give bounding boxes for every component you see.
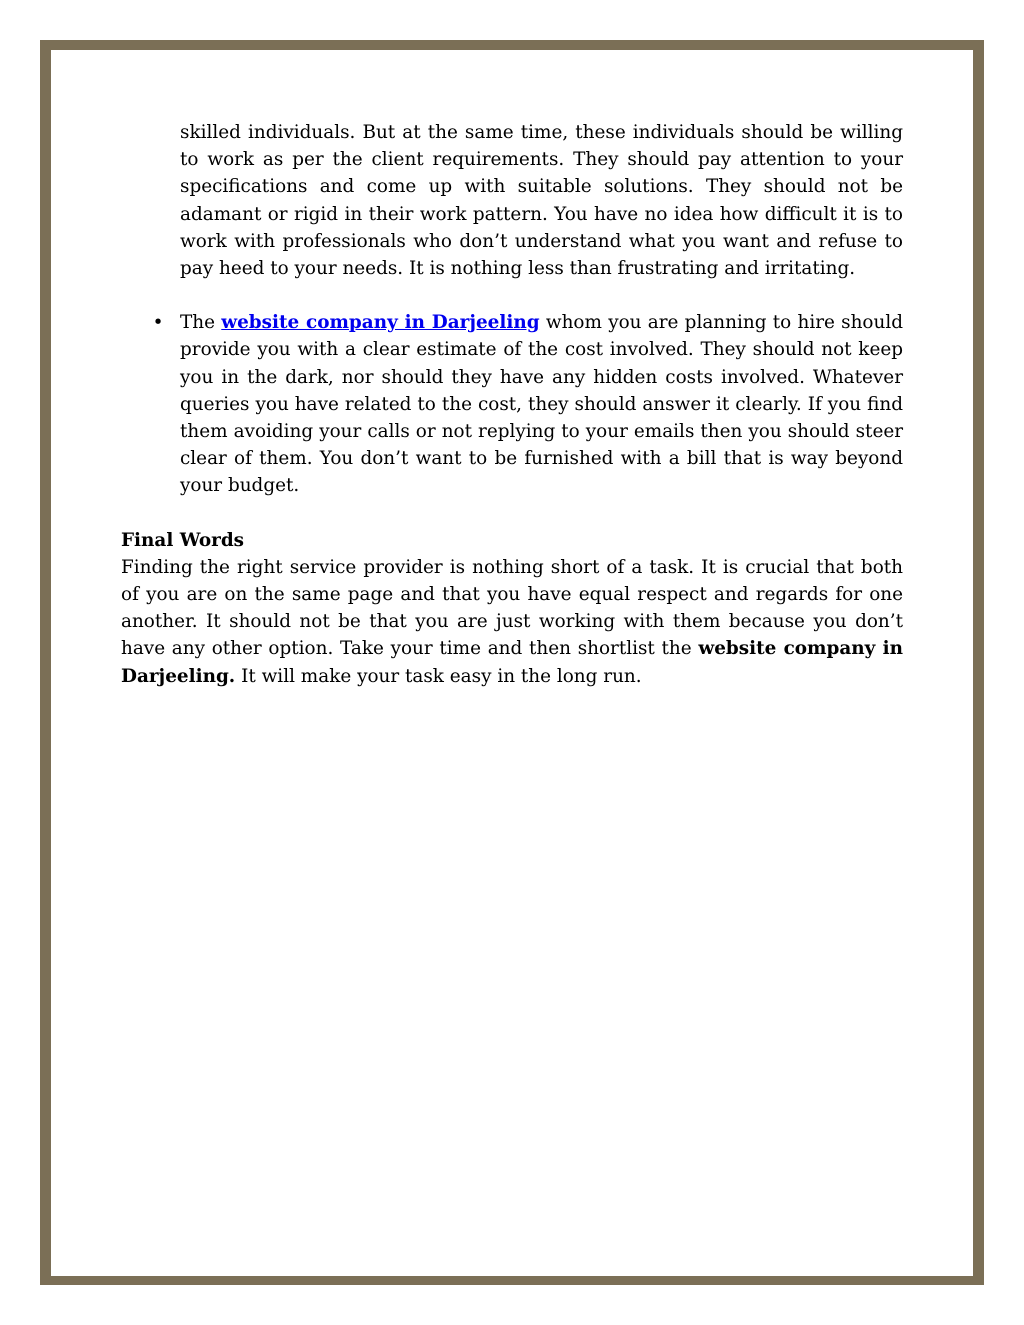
- bullet-icon: •: [152, 312, 164, 334]
- continuation-paragraph: skilled individuals. But at the same time, these individuals should be willing to work as per the client requirements. They should pay attention to your specifications and come up with suitable solutions. They should not be adamant or rigid in their work pattern. You have no idea how difficult it is to work with professionals who don’t understand what you want and refuse to pay heed to your needs. It is nothing less than frustrating and irritating.: [180, 122, 903, 280]
- final-text-before: Finding the right service provider is nothing short of a task. It is crucial that both of you are on the same page and that you have equal respect and regards for one another. It should not be that you are just working with them because you don’t have any other option. Take your time and then shortlist the: [121, 556, 903, 660]
- website-company-link[interactable]: website company in Darjeeling: [221, 312, 540, 334]
- bullet-list-item: [121, 309, 903, 499]
- bullet-paragraph: [180, 309, 903, 499]
- final-text-after: It will make your task easy in the long run.: [235, 665, 642, 687]
- bullet-lead-text: The: [180, 312, 222, 334]
- final-words-heading: Final Words: [121, 529, 245, 551]
- bullet-body-text: whom you are planning to hire should provide you with a clear estimate of the cost involved. They should not keep you in the dark, nor should they have any hidden costs involved. Whatever queries you have related to the cost, they should answer it clearly. If you find them avoiding your calls or not replying to your emails then you should steer clear of them. You don’t want to be furnished with a bill that is way beyond your budget.: [180, 312, 903, 497]
- document-body: [121, 119, 903, 690]
- final-bold-text: website company in Darjeeling.: [121, 638, 903, 687]
- final-words-paragraph: [121, 554, 903, 690]
